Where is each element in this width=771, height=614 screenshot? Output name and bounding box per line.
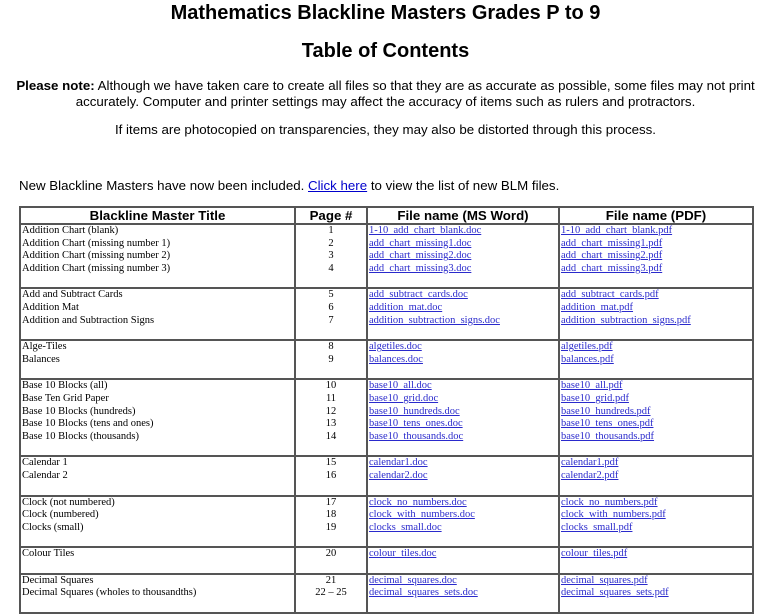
word-file-cell — [367, 340, 559, 379]
page-cell — [295, 224, 367, 288]
blm-title: Base 10 Blocks (hundreds) — [22, 405, 136, 417]
pdf-file-link[interactable]: addition_subtraction_signs.pdf — [561, 314, 691, 326]
word-file-link[interactable]: decimal_squares_sets.doc — [369, 587, 478, 599]
word-file-cell — [367, 288, 559, 340]
blm-title: Base 10 Blocks (tens and ones) — [22, 418, 154, 430]
word-file-link[interactable]: balances.doc — [369, 353, 423, 365]
page-number: 15 — [325, 457, 337, 469]
blm-title: Clock (not numbered) — [22, 496, 115, 508]
word-file-cell — [367, 496, 559, 548]
blm-title: Clock (numbered) — [22, 509, 99, 521]
page-cell — [295, 288, 367, 340]
word-file-link[interactable]: clocks_small.doc — [369, 521, 442, 533]
pdf-file-link[interactable]: calendar2.pdf — [561, 469, 619, 481]
blm-title: Base Ten Grid Paper — [22, 392, 109, 404]
title-cell — [20, 340, 295, 379]
word-file-link[interactable]: base10_grid.doc — [369, 392, 439, 404]
click-here-link[interactable]: Click here — [308, 178, 368, 193]
pdf-file-link[interactable]: clocks_small.pdf — [561, 521, 633, 533]
pdf-file-link[interactable]: base10_tens_ones.pdf — [561, 418, 654, 430]
toc-body — [20, 224, 753, 613]
page-number: 11 — [325, 392, 337, 404]
page-number: 8 — [328, 341, 334, 353]
word-file-link[interactable]: add_chart_missing1.doc — [369, 237, 472, 249]
word-file-link[interactable]: base10_all.doc — [369, 380, 432, 392]
table-row — [20, 340, 753, 379]
table-row — [20, 547, 753, 574]
pdf-file-link[interactable]: base10_hundreds.pdf — [561, 405, 651, 417]
table-row — [20, 288, 753, 340]
pdf-file-link[interactable]: add_subtract_cards.pdf — [561, 289, 659, 301]
pdf-file-link[interactable]: clock_with_numbers.pdf — [561, 509, 666, 521]
title-cell — [20, 379, 295, 456]
pdf-file-cell — [559, 574, 753, 613]
blm-title: Base 10 Blocks (thousands) — [22, 430, 139, 442]
blm-title: Alge-Tiles — [22, 341, 67, 353]
new-blm-notice — [19, 178, 559, 194]
page-cell — [295, 496, 367, 548]
header-title: Blackline Master Title — [20, 207, 295, 224]
toc-table — [19, 206, 754, 614]
pdf-file-link[interactable]: base10_all.pdf — [561, 380, 623, 392]
table-row — [20, 456, 753, 495]
page-number: 22 – 25 — [315, 587, 347, 599]
word-file-link[interactable]: addition_mat.doc — [369, 301, 443, 313]
page-number: 6 — [328, 301, 334, 313]
header-pdf-file: File name (PDF) — [559, 207, 753, 224]
word-file-link[interactable]: add_subtract_cards.doc — [369, 289, 468, 301]
word-file-link[interactable]: add_chart_missing3.doc — [369, 262, 472, 274]
word-file-cell — [367, 456, 559, 495]
word-file-cell — [367, 379, 559, 456]
blm-title: Addition Chart (blank) — [22, 225, 119, 236]
page-subtitle: Table of Contents — [301, 40, 470, 62]
pdf-file-link[interactable]: base10_grid.pdf — [561, 392, 629, 404]
blm-title: Addition Chart (missing number 2) — [22, 250, 171, 262]
table-row — [20, 496, 753, 548]
pdf-file-link[interactable]: decimal_squares.pdf — [561, 574, 648, 586]
word-file-link[interactable]: 1-10_add_chart_blank.doc — [369, 225, 482, 236]
blm-title: Addition Mat — [22, 301, 79, 313]
pdf-file-link[interactable]: add_chart_missing1.pdf — [561, 237, 663, 249]
page-cell — [295, 340, 367, 379]
pdf-file-link[interactable]: 1-10_add_chart_blank.pdf — [561, 225, 673, 236]
pdf-file-link[interactable]: addition_mat.pdf — [561, 301, 634, 313]
page-number: 19 — [325, 521, 337, 533]
word-file-link[interactable]: calendar2.doc — [369, 469, 428, 481]
pdf-file-cell — [559, 547, 753, 574]
word-file-link[interactable]: add_chart_missing2.doc — [369, 250, 472, 262]
page-number: 20 — [325, 548, 337, 560]
transparency-notice: If items are photocopied on transparencies, they may also be distorted through this process. — [114, 122, 657, 137]
page-number: 9 — [328, 353, 334, 365]
blm-title: Balances — [22, 353, 60, 365]
page-number: 7 — [328, 314, 334, 326]
word-file-link[interactable]: addition_subtraction_signs.doc — [369, 314, 500, 326]
pdf-file-cell — [559, 456, 753, 495]
page-title: Mathematics Blackline Masters Grades P to 9 — [170, 2, 601, 24]
page-number: 16 — [325, 469, 337, 481]
word-file-cell — [367, 574, 559, 613]
pdf-file-cell — [559, 496, 753, 548]
blm-title: Calendar 2 — [22, 469, 68, 481]
title-cell — [20, 574, 295, 613]
word-file-link[interactable]: colour_tiles.doc — [369, 548, 437, 560]
page-number: 18 — [325, 509, 337, 521]
word-file-link[interactable]: clock_no_numbers.doc — [369, 496, 467, 508]
table-header-row — [20, 207, 753, 224]
word-file-link[interactable]: base10_thousands.doc — [369, 430, 464, 442]
page-number: 4 — [328, 262, 334, 274]
blm-title: Addition Chart (missing number 3) — [22, 262, 171, 274]
page-number: 10 — [325, 380, 337, 392]
notice-text: Although we have taken care to create all files so that they are as accurate as possible, some files may not print accurately. Computer and printer settings may affect the accuracy of items such as rulers and protractors. — [75, 78, 755, 109]
blm-title: Addition and Subtraction Signs — [22, 314, 155, 326]
page-number: 2 — [328, 237, 334, 249]
pdf-file-cell — [559, 224, 753, 288]
table-row — [20, 379, 753, 456]
blm-title: Base 10 Blocks (all) — [22, 380, 108, 392]
pdf-file-link[interactable]: decimal_squares_sets.pdf — [561, 587, 669, 599]
page-number: 21 — [325, 574, 337, 586]
page-cell — [295, 547, 367, 574]
word-file-link[interactable]: decimal_squares.doc — [369, 574, 457, 586]
page-cell — [295, 379, 367, 456]
title-cell — [20, 547, 295, 574]
page-number: 12 — [325, 405, 337, 417]
title-cell — [20, 288, 295, 340]
word-file-cell — [367, 547, 559, 574]
pdf-file-link[interactable]: balances.pdf — [561, 353, 614, 365]
pdf-file-link[interactable]: add_chart_missing2.pdf — [561, 250, 663, 262]
pdf-file-cell — [559, 379, 753, 456]
new-blm-suffix: to view the list of new BLM files. — [367, 178, 560, 193]
word-file-link[interactable]: base10_tens_ones.doc — [369, 418, 463, 430]
blm-title: Decimal Squares (wholes to thousandths) — [22, 587, 197, 599]
notice-label: Please note: — [16, 78, 95, 93]
blm-title: Decimal Squares — [22, 574, 94, 586]
title-cell — [20, 496, 295, 548]
word-file-cell — [367, 224, 559, 288]
new-blm-prefix: New Blackline Masters have now been included. — [19, 178, 308, 193]
header-word-file: File name (MS Word) — [367, 207, 559, 224]
pdf-file-link[interactable]: calendar1.pdf — [561, 457, 619, 469]
pdf-file-cell — [559, 288, 753, 340]
accuracy-notice — [0, 78, 771, 110]
word-file-link[interactable]: clock_with_numbers.doc — [369, 509, 475, 521]
blm-title: Clocks (small) — [22, 521, 84, 533]
page-number: 14 — [325, 430, 337, 442]
pdf-file-link[interactable]: base10_thousands.pdf — [561, 430, 655, 442]
blm-title: Addition Chart (missing number 1) — [22, 237, 171, 249]
pdf-file-link[interactable]: clock_no_numbers.pdf — [561, 496, 658, 508]
pdf-file-link[interactable]: add_chart_missing3.pdf — [561, 262, 663, 274]
title-cell — [20, 456, 295, 495]
page-number: 3 — [328, 250, 334, 262]
word-file-link[interactable]: algetiles.doc — [369, 341, 422, 353]
blm-title: Add and Subtract Cards — [22, 289, 123, 301]
blm-title: Calendar 1 — [22, 457, 68, 469]
word-file-link[interactable]: calendar1.doc — [369, 457, 428, 469]
page-cell — [295, 456, 367, 495]
table-row — [20, 224, 753, 288]
page-cell — [295, 574, 367, 613]
pdf-file-link[interactable]: colour_tiles.pdf — [561, 548, 628, 560]
page-number: 13 — [325, 418, 337, 430]
pdf-file-link[interactable]: algetiles.pdf — [561, 341, 613, 353]
word-file-link[interactable]: base10_hundreds.doc — [369, 405, 460, 417]
pdf-file-cell — [559, 340, 753, 379]
page-number: 5 — [328, 289, 334, 301]
page-number: 17 — [325, 496, 337, 508]
table-row — [20, 574, 753, 613]
blm-title: Colour Tiles — [22, 548, 75, 560]
header-page: Page # — [295, 207, 367, 224]
page-number: 1 — [328, 225, 334, 236]
title-cell — [20, 224, 295, 288]
